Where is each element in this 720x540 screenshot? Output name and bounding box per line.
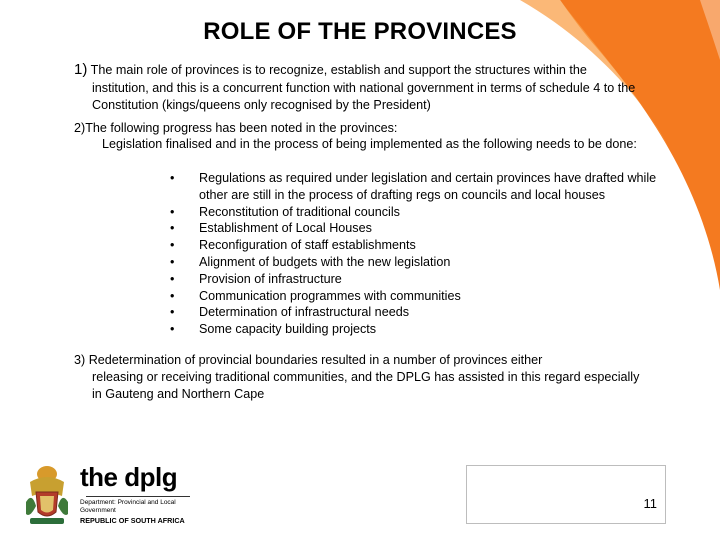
bullet-icon: •	[170, 204, 175, 219]
bullet-icon: •	[170, 322, 175, 337]
list-item: • Some capacity building projects	[170, 322, 377, 337]
bullet-icon: •	[170, 271, 175, 286]
dplg-brand-name: the dplg	[80, 462, 178, 492]
bullet-icon: •	[170, 221, 175, 236]
list-item: • Establishment of Local Houses	[170, 221, 372, 236]
point-1-text: The main role of provinces is to recognize, establish and support the structures within the	[90, 63, 587, 77]
point-1-continuation: institution, and this is a concurrent function with national government in terms of schedule 4 to the Constitution (kings/queens only recognised by the President)	[92, 81, 636, 112]
bullet-icon: •	[170, 305, 175, 320]
point-1-first-line	[74, 62, 587, 79]
slide-title: ROLE OF THE PROVINCES	[203, 18, 517, 45]
point-3-first-line: 3) Redetermination of provincial boundaries resulted in a number of provinces either	[74, 353, 543, 367]
point-3	[74, 352, 644, 402]
bullet-icon: •	[170, 254, 175, 269]
brand-divider	[86, 496, 190, 497]
bullet-icon: •	[170, 238, 175, 253]
point-2-heading: 2)The following progress has been noted in the provinces:	[74, 121, 398, 135]
country-name: REPUBLIC OF SOUTH AFRICA	[80, 516, 185, 525]
list-item: • Provision of infrastructure	[170, 271, 342, 286]
list-item: • Determination of infrastructural needs	[170, 305, 409, 320]
point-2-subtext: Legislation finalised and in the process of being implemented as the following needs to be done:	[102, 137, 637, 151]
department-name: Department: Provincial and Local Government	[80, 499, 176, 514]
page-number-box	[466, 465, 666, 524]
list-item: • Reconfiguration of staff establishments	[170, 238, 416, 253]
list-item: • Communication programmes with communities	[170, 288, 461, 303]
bullet-icon: •	[170, 171, 175, 185]
bullet-icon: •	[170, 288, 175, 303]
page-number: 11	[643, 496, 657, 511]
progress-bullet-list	[170, 170, 660, 338]
list-item: • Alignment of budgets with the new legislation	[170, 254, 451, 269]
coat-of-arms-logo	[22, 462, 72, 533]
list-item: • Regulations as required under legislation and certain provinces have drafted while other are still in the process of drafting regs on councils and local houses	[170, 171, 657, 202]
point-3-continuation: releasing or receiving traditional communities, and the DPLG has assisted in this regard especially in Gauteng and Northern Cape	[92, 369, 640, 401]
point-1-number: 1)	[74, 61, 88, 78]
list-item: • Reconstitution of traditional councils	[170, 204, 400, 219]
